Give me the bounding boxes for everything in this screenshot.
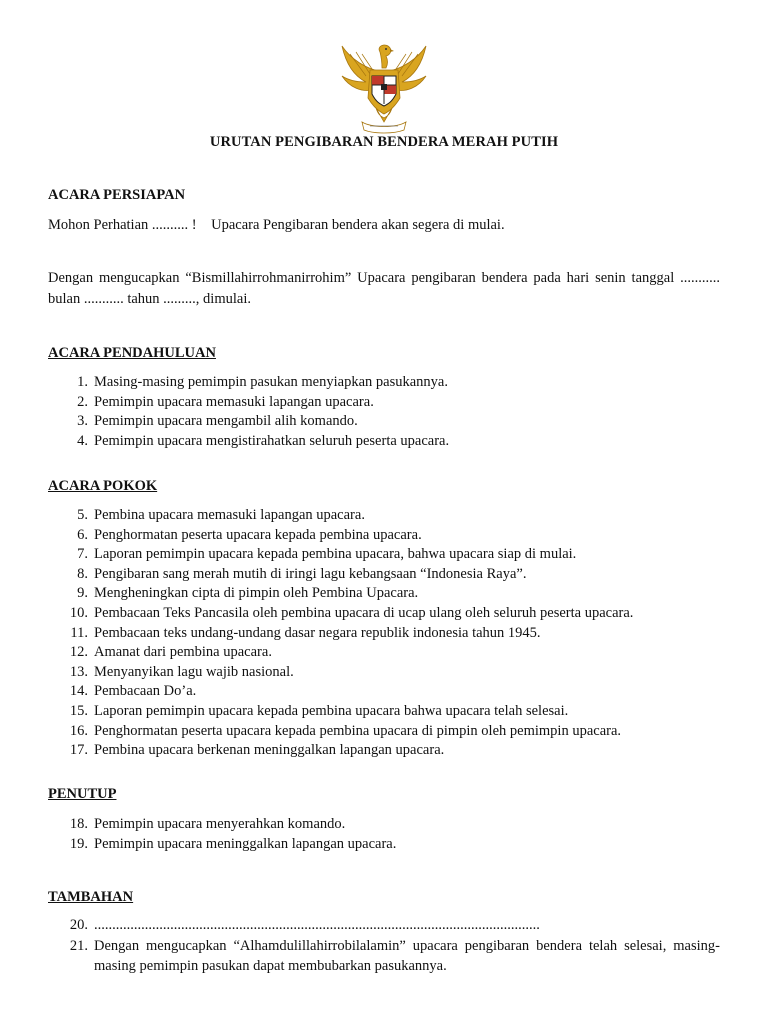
list-item: 16. Penghormatan peserta upacara kepada pembina upacara di pimpin oleh pemimpin upacara. xyxy=(69,722,622,739)
section-heading-tambahan: TAMBAHAN xyxy=(48,889,134,905)
list-item: 4. Pemimpin upacara mengistirahatkan seluruh peserta upacara. xyxy=(77,432,450,449)
tambahan-list xyxy=(48,916,720,976)
list-item: 12. Amanat dari pembina upacara. xyxy=(69,644,272,661)
persiapan-paragraph-1: Mohon Perhatian .......... ! Upacara Pengibaran bendera akan segera di mulai. xyxy=(48,217,505,233)
list-item: 18. Pemimpin upacara menyerahkan komando. xyxy=(69,816,346,832)
list-item: 3. Pemimpin upacara mengambil alih komando. xyxy=(77,413,358,430)
list-item: 11. Pembacaan teks undang-undang dasar negara republik indonesia tahun 1945. xyxy=(70,624,541,641)
pendahuluan-list xyxy=(48,373,720,451)
page-title: URUTAN PENGIBARAN BENDERA MERAH PUTIH xyxy=(209,134,559,150)
section-heading-pendahuluan: ACARA PENDAHULUAN xyxy=(48,345,216,361)
persiapan-paragraph-2: Dengan mengucapkan “Bismillahirrohmanirrohim” Upacara pengibaran bendera pada hari senin tanggal ........... bulan ........... tahun ........., dimulai. xyxy=(48,270,720,307)
list-item: 9. Mengheningkan cipta di pimpin oleh Pembina Upacara. xyxy=(77,585,419,602)
section-heading-penutup: PENUTUP xyxy=(48,786,117,802)
list-item: 13. Menyanyikan lagu wajib nasional. xyxy=(69,663,294,680)
section-heading-pokok: ACARA POKOK xyxy=(48,478,158,494)
list-item: 17. Pembina upacara berkenan meninggalkan lapangan upacara. xyxy=(69,742,445,759)
list-item: 7. Laporan pemimpin upacara kepada pembina upacara, bahwa upacara siap di mulai. xyxy=(77,546,577,563)
list-item: 2. Pemimpin upacara memasuki lapangan upacara. xyxy=(77,393,374,410)
list-item: 1. Masing-masing pemimpin pasukan menyiapkan pasukannya. xyxy=(77,374,448,390)
pokok-list xyxy=(48,506,720,761)
list-item: 8. Pengibaran sang merah mutih di iringi lagu kebangsaan “Indonesia Raya”. xyxy=(77,565,527,582)
list-item: 14. Pembacaan Do’a. xyxy=(69,683,197,700)
list-item: 21. Dengan mengucapkan “Alhamdulillahirrobilalamin” upacara pengibaran bendera telah selesai, masing-masing pemimpin pasukan dapat membubarkan pasukannya. xyxy=(69,937,720,974)
list-item: 15. Laporan pemimpin upacara kepada pembina upacara bahwa upacara telah selesai. xyxy=(69,702,569,719)
section-heading-persiapan: ACARA PERSIAPAN xyxy=(48,187,186,203)
list-item: 5. Pembina upacara memasuki lapangan upacara. xyxy=(77,507,365,523)
list-item: 20. ........................................................................................................................... xyxy=(69,917,540,933)
list-item: 10. Pembacaan Teks Pancasila oleh pembina upacara di ucap ulang oleh seluruh peserta upacara. xyxy=(69,604,634,621)
list-item: 6. Penghormatan peserta upacara kepada pembina upacara. xyxy=(77,526,422,543)
list-item: 19. Pemimpin upacara meninggalkan lapangan upacara. xyxy=(69,835,397,852)
penutup-list xyxy=(48,815,720,854)
garuda-emblem-icon xyxy=(336,42,432,134)
